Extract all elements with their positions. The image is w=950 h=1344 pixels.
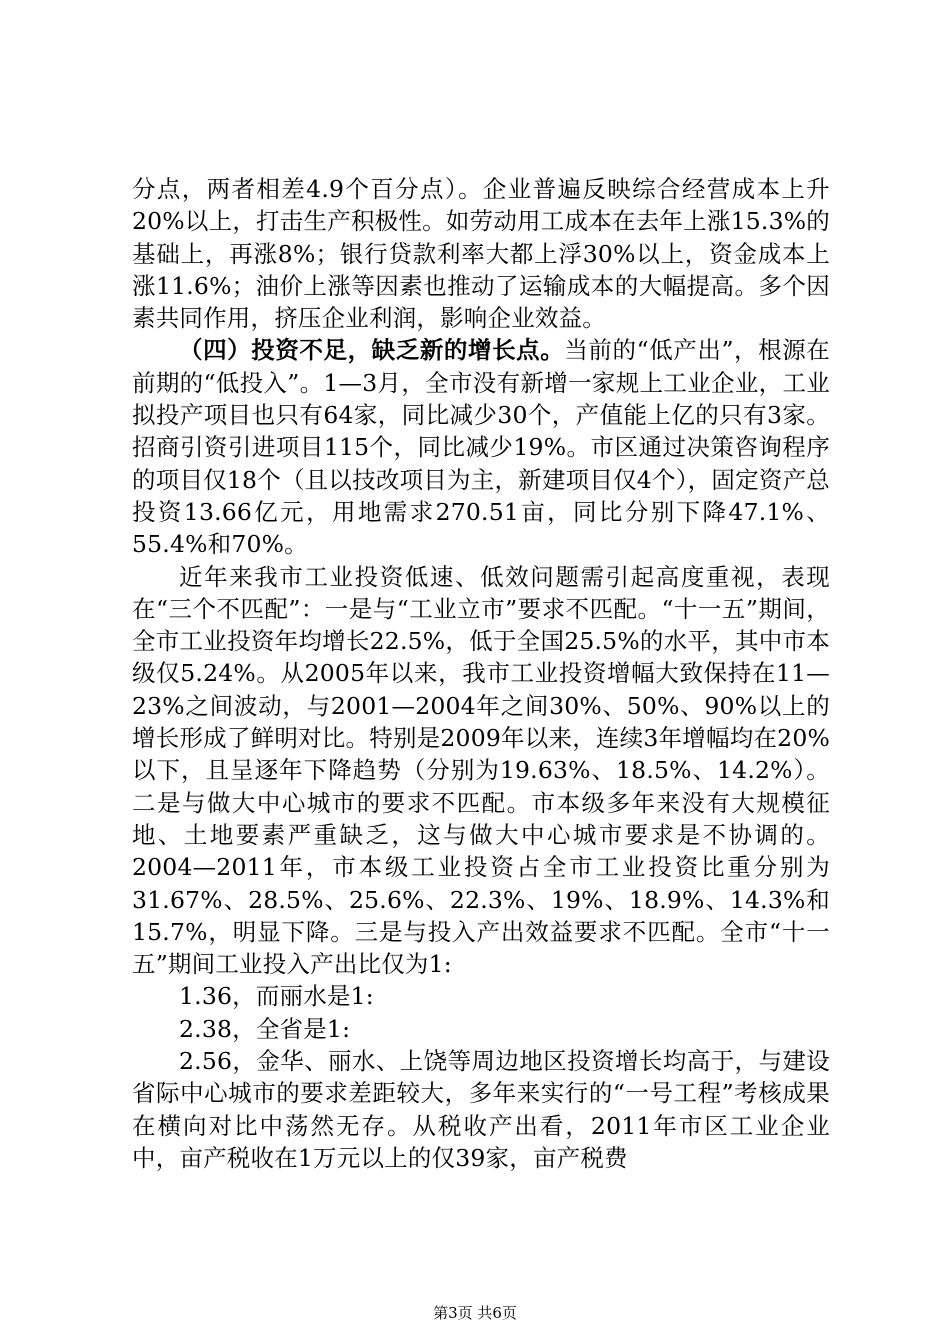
paragraph-text: 2.38，全省是1: xyxy=(179,1014,351,1043)
section-heading: （四）投资不足，缺乏新的增长点。 xyxy=(179,336,565,365)
paragraph-text: 1.36，而丽水是1: xyxy=(179,982,374,1011)
paragraph-text: 分点，两者相差4.9个百分点）。企业普遍反映综合经营成本上升20%以上，打击生产积极性。如劳动用工成本在去年上涨15.3%的基础上，再涨8%；银行贷款利率大都上浮30%以上，资金成本上涨11.6%；油价上涨等因素也推动了运输成本的大幅提高。多个因素共同作用，挤压企业利润，影响企业效益。 xyxy=(132,175,830,333)
paragraph-text: 当前的“低产出”，根源在前期的“低投入”。1—3月，全市没有新增一家规上工业企业，工业拟投产项目也只有64家，同比减少30个，产值能上亿的只有3家。招商引资引进项目115个，同比减少19%。市区通过决策咨询程序的项目仅18个（且以技改项目为主，新建项目仅4个），固定资产总投资13.66亿元，用地需求270.51亩，同比分别下降47.1%、55.4%和70%。 xyxy=(132,336,830,559)
paragraph-text: 近年来我市工业投资低速、低效问题需引起高度重视，表现在“三个不匹配”：一是与“工业立市”要求不匹配。“十一五”期间，全市工业投资年均增长22.5%，低于全国25.5%的水平，其中市本级仅5.24%。从2005年以来，我市工业投资增幅大致保持在11—23%之间波动，与2001—2004年之间30%、50%、90%以上的增长形成了鲜明对比。特别是2009年以来，连续3年增幅均在20%以下，且呈逐年下降趋势（分别为19.63%、18.5%、14.2%）。二是与做大中心城市的要求不匹配。市本级多年来没有大规模征地、土地要素严重缺乏，这与做大中心城市要求是不协调的。2004—2011年，市本级工业投资占全市工业投资比重分别为31.67%、28.5%、25.6%、22.3%、19%、18.9%、14.3%和15.7%，明显下降。三是与投入产出效益要求不匹配。全市“十一五”期间工业投入产出比仅为1: xyxy=(132,562,830,979)
paragraph-6 xyxy=(132,1045,830,1174)
paragraph-text: 2.56，金华、丽水、上饶等周边地区投资增长均高于，与建设省际中心城市的要求差距较大，多年来实行的“一号工程”考核成果在横向对比中荡然无存。从税收产出看，2011年市区工业企业中，亩产税收在1万元以上的仅39家，亩产税费 xyxy=(132,1047,830,1172)
paragraph-4 xyxy=(132,980,830,1012)
page-number-label: 第3页 共6页 xyxy=(433,1304,517,1322)
paragraph-5 xyxy=(132,1013,830,1045)
page-footer xyxy=(0,1303,950,1323)
paragraph-3 xyxy=(132,561,830,981)
paragraph-1 xyxy=(132,173,830,334)
paragraph-2 xyxy=(132,334,830,560)
document-body xyxy=(132,173,830,1174)
